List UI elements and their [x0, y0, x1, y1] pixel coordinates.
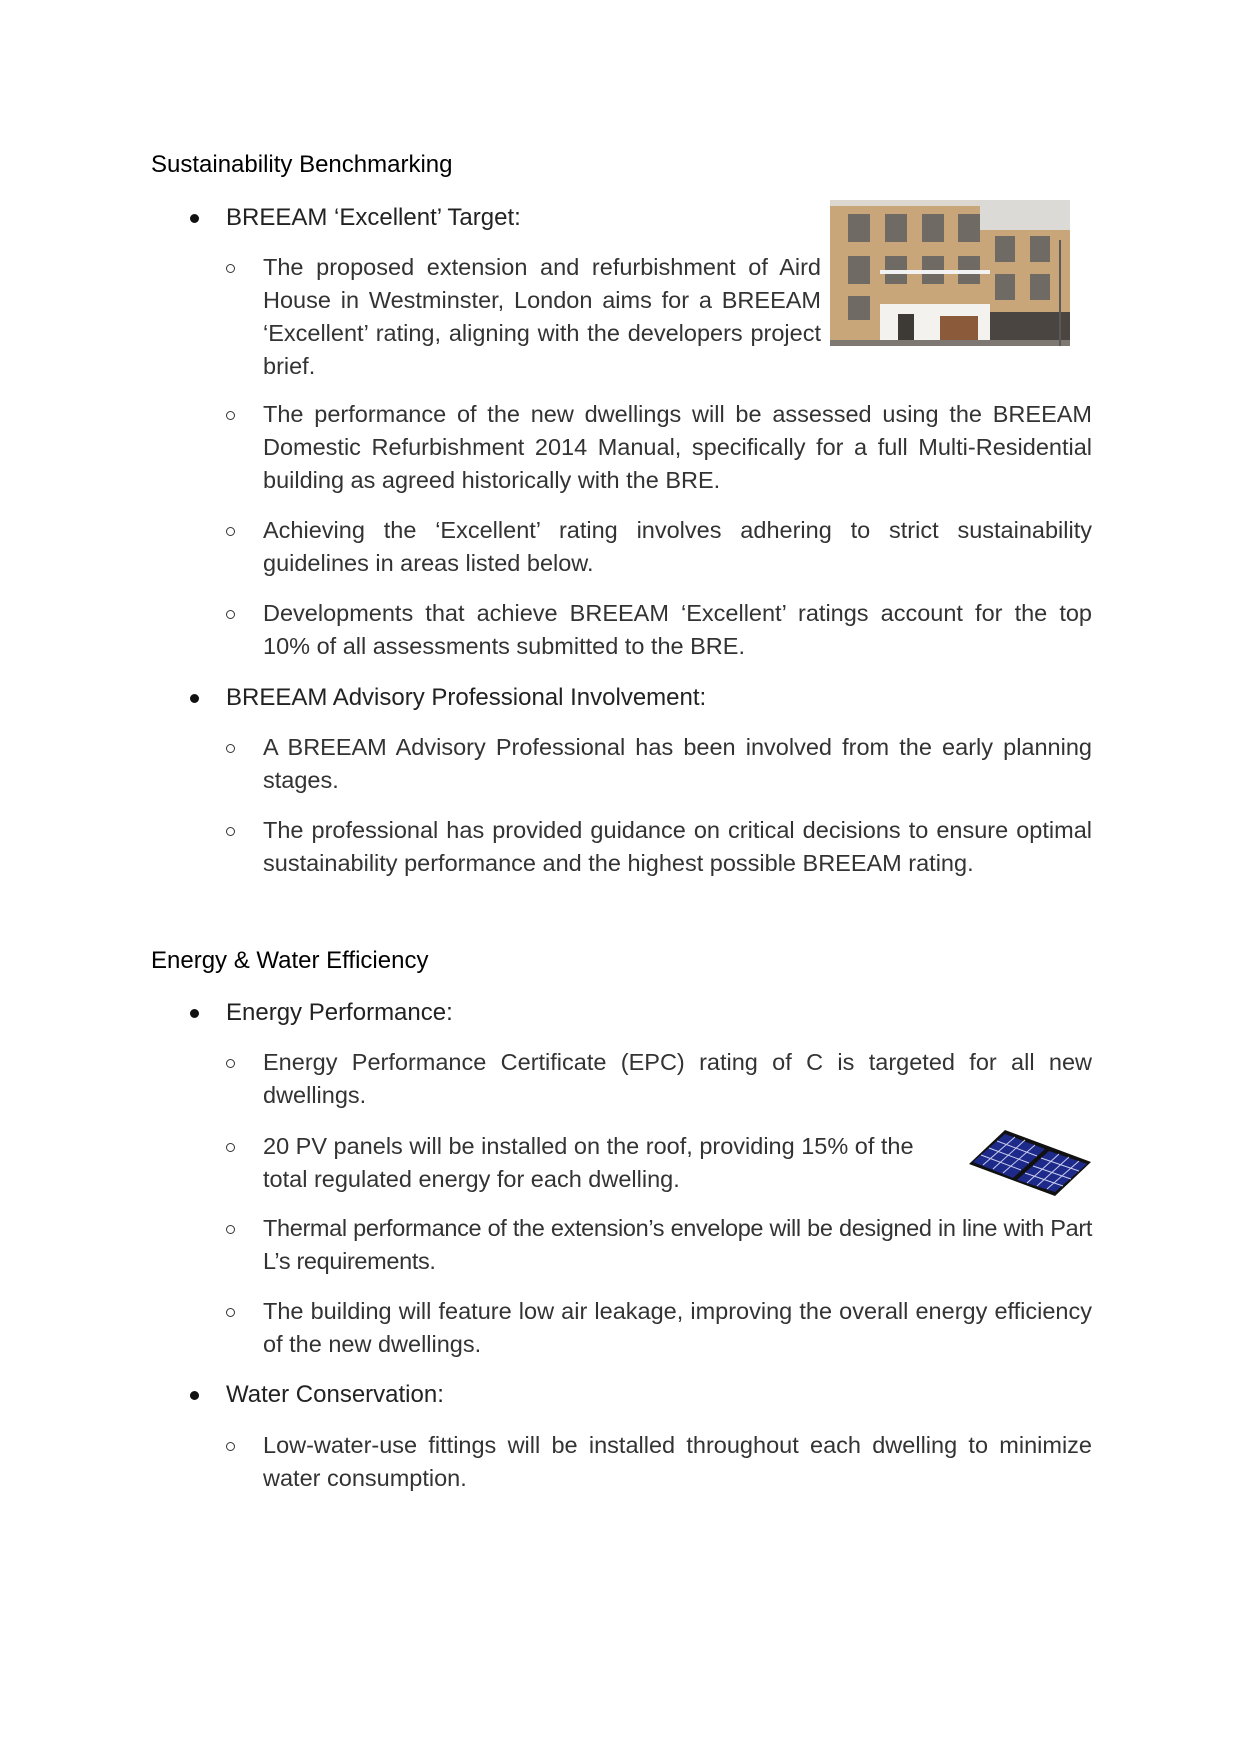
bullet-label: BREEAM Advisory Professional Involvement: — [226, 684, 707, 711]
sub-bullet-ring — [226, 1059, 235, 1068]
sub-bullet-ring — [226, 1442, 235, 1451]
bullet-dot — [190, 1009, 199, 1018]
sub-bullet-ring — [226, 610, 235, 619]
sub-bullet-ring — [226, 827, 235, 836]
section-heading-sustainability: Sustainability Benchmarking — [151, 151, 453, 178]
bullet-dot — [190, 214, 199, 223]
section-heading-energy-water: Energy & Water Efficiency — [151, 947, 429, 974]
sub-bullet-ring — [226, 744, 235, 753]
building-photo — [830, 200, 1070, 346]
solar-panel-icon — [965, 1126, 1095, 1198]
sub-bullet-ring — [226, 411, 235, 420]
sub-bullet-ring — [226, 1225, 235, 1234]
bullet-label: BREEAM ‘Excellent’ Target: — [226, 204, 521, 231]
sub-bullet-ring — [226, 1308, 235, 1317]
bullet-label: Energy Performance: — [226, 999, 453, 1026]
sub-bullet-ring — [226, 264, 235, 273]
document-page: Sustainability Benchmarking BREEAM ‘Excellent’ Target: The proposed extension and refurbishment of Aird House in Westminster, London aims for a BREEAM ‘Excellent’ rating, aligning with the developers project brief. The performance of the new dwellings will be assessed using the BREEAM Domestic Refurbishment 2014 Manual, specifically for a full Multi-Residential building as agreed historically with the BRE. Achieving the ‘Excellent’ rating involves adhering to strict sustainability guidelines in areas listed below. Developments that achieve BREEAM ‘Excellent’ ratings account for the top 10% of all assessments submitted to the BRE. BREEAM Advisory Professional Involvement: A BREEAM Advisory Professional has been involved from the early planning stages. The professional has provided guidance on critical decisions to ensure optimal sustainability performance and the highest possible BREEAM rating. Energy & Water Efficiency Energy Performance: Energy Performance Certificate (EPC) rating of C is targeted for all new dwellings. 20 PV panels will be installed on the roof, providing 15% of the total regulated energy for each dwelling. Thermal performance of the extension’s envelope will be designed in line with Part L’s requirements. The building will feature low air leakage, improving the overall energy efficiency of the new dwellings. Water Conservation: Low-water-use fittings will be installed throughout each dwelling to minimize water consumption. — [0, 0, 1241, 1754]
bullet-dot — [190, 694, 199, 703]
sub-bullet-ring — [226, 527, 235, 536]
sub-bullet-ring — [226, 1143, 235, 1152]
bullet-label: Water Conservation: — [226, 1381, 444, 1408]
bullet-dot — [190, 1391, 199, 1400]
